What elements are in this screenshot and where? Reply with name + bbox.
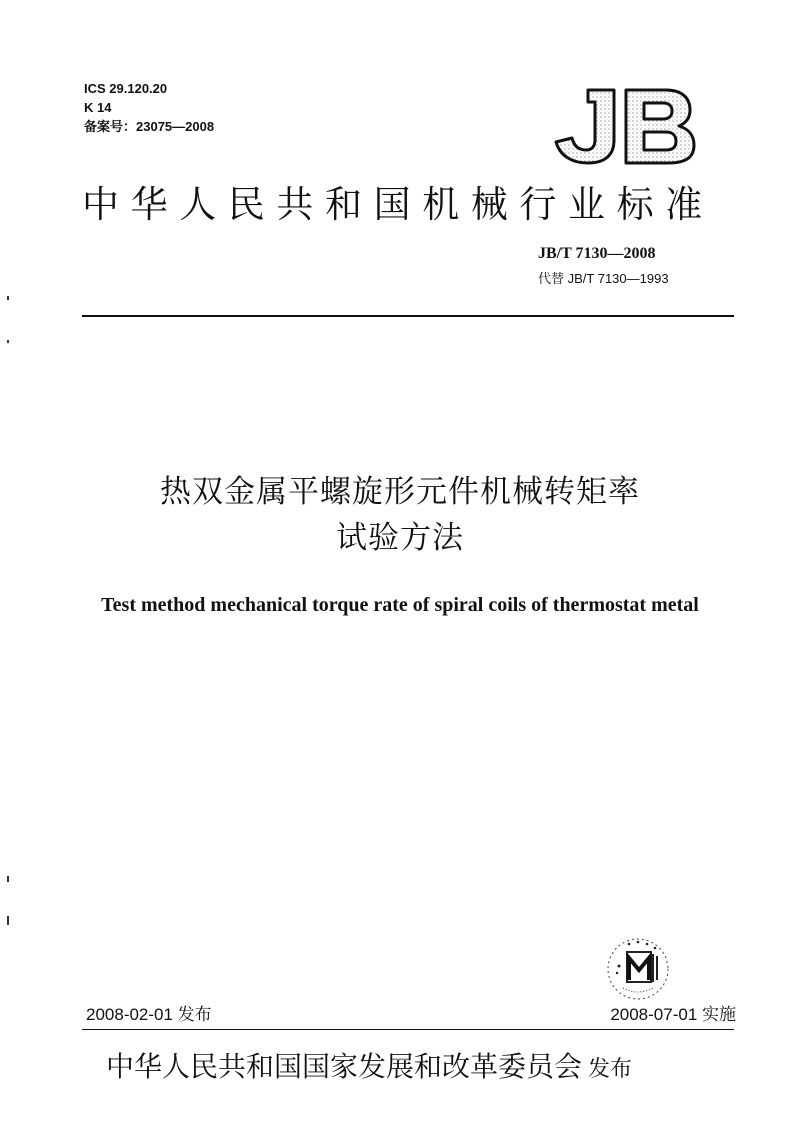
publisher-suffix: 发布 [588, 1057, 633, 1082]
replaces-standard: 代替 JB/T 7130—1993 [538, 271, 669, 286]
publisher-seal [605, 936, 671, 1002]
publish-date: 2008-02-01 发布 [86, 1005, 212, 1024]
record-number: 备案号：23075—2008 [84, 119, 215, 134]
header-divider [82, 315, 734, 317]
scan-speck [7, 340, 9, 343]
scan-speck [7, 876, 9, 882]
standard-number [538, 244, 656, 264]
standard-number-text: JB/T 7130—2008 [538, 245, 656, 262]
ics-code: ICS 29.120.20 [84, 81, 168, 96]
scan-speck [7, 916, 9, 925]
publisher [106, 1048, 718, 1089]
footer-divider [82, 1029, 734, 1030]
publisher-name: 中华人民共和国国家发展和改革委员会 [106, 1050, 583, 1083]
title-cn-line1: 热双金属平螺旋形元件机械转矩率 [160, 474, 640, 510]
effective-date: 2008-07-01 实施 [610, 1005, 736, 1024]
jb-logo [548, 84, 698, 166]
standard-organization: 中华人民共和国机械行业标准 [82, 183, 714, 226]
ccs-code: K 14 [84, 100, 112, 115]
scan-speck [7, 296, 9, 300]
title-en: Test method mechanical torque rate of spiral coils of thermostat metal [101, 594, 699, 616]
title-cn-line2: 试验方法 [336, 520, 464, 556]
